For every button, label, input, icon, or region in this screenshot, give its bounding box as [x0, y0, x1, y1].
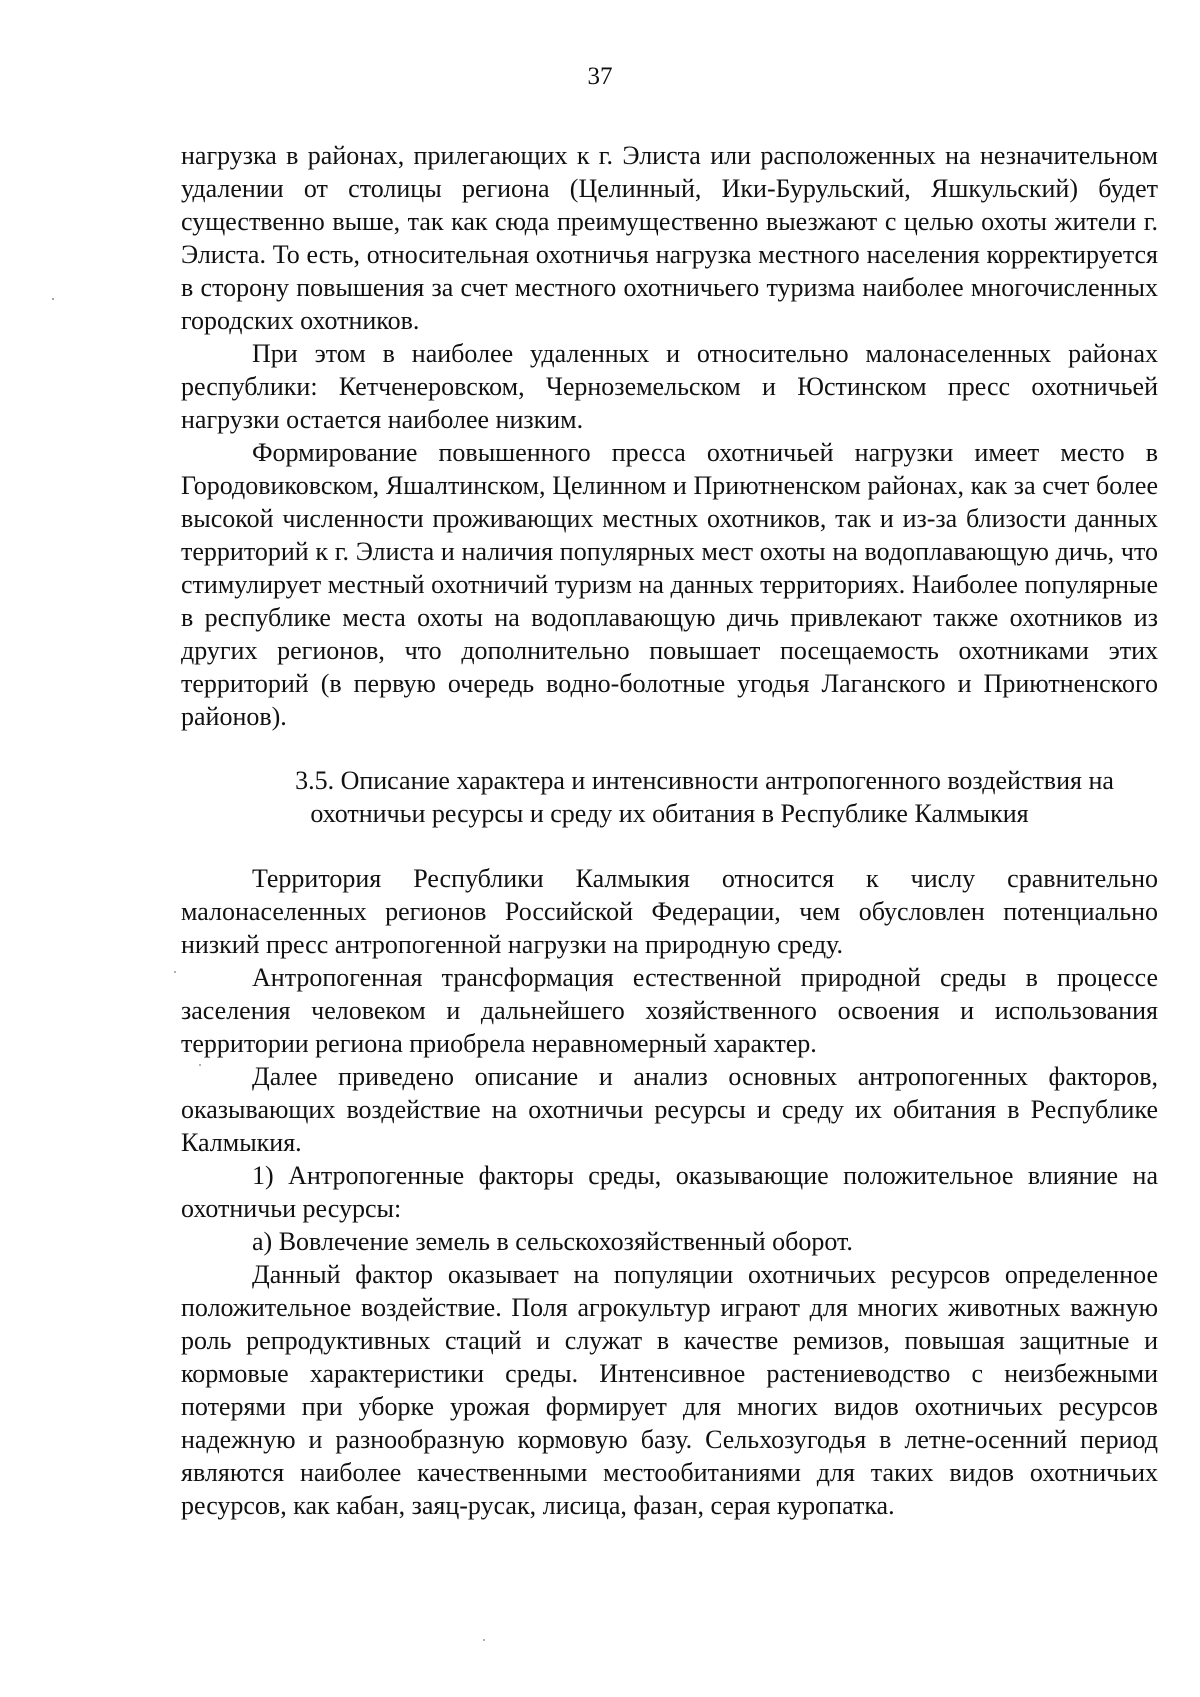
paragraph-8: а) Вовлечение земель в сельскохозяйственный оборот.: [252, 1227, 853, 1256]
paragraph-2: При этом в наиболее удаленных и относительно малонаселенных районах республики: Кетченеровском, Черноземельском и Юстинском пресс охотничьей нагрузки остается наиболее низким.: [181, 339, 1158, 434]
paragraph-3: Формирование повышенного пресса охотничьей нагрузки имеет место в Городовиковском, Яшалтинском, Целинном и Приютненском районах, как за счет более высокой численности проживающих местных охотников, так и из-за близости данных территорий к г. Элиста и наличия популярных мест охоты на водоплавающую дичь, что стимулирует местный охотничий туризм на данных территориях. Наиболее популярные в республике места охоты на водоплавающую дичь привлекают также охотников из других регионов, что дополнительно повышает посещаемость охотниками этих территорий (в первую очередь водно-болотные угодья Лаганского и Приютненского районов).: [181, 438, 1158, 731]
scan-speck: [483, 1639, 485, 1641]
scan-speck: [52, 298, 54, 300]
paragraph-4: Территория Республики Калмыкия относится к числу сравнительно малонаселенных регионов Российской Федерации, чем обусловлен потенциально низкий пресс антропогенной нагрузки на природную среду.: [181, 864, 1158, 959]
body-text-top: [181, 139, 1158, 733]
body-text-bottom: [181, 862, 1158, 1522]
paragraph-9: Данный фактор оказывает на популяции охотничьих ресурсов определенное положительное воздействие. Поля агрокультур играют для многих животных важную роль репродуктивных стаций и служат в качестве ремизов, повышая защитные и кормовые характеристики среды. Интенсивное растениеводство с неизбежными потерями при уборке урожая формирует для многих видов охотничьих ресурсов надежную и разнообразную кормовую базу. Сельхозугодья в летне-осенний период являются наиболее качественными местообитаниями для таких видов охотничьих ресурсов, как кабан, заяц-русак, лисица, фазан, серая куропатка.: [181, 1260, 1158, 1520]
paragraph-1: нагрузка в районах, прилегающих к г. Элиста или расположенных на незначительном удалении от столицы региона (Целинный, Ики-Бурульский, Яшкульский) будет существенно выше, так как сюда преимущественно выезжают с целью охоты жители г. Элиста. То есть, относительная охотничья нагрузка местного населения корректируется в сторону повышения за счет местного охотничьего туризма наиболее многочисленных городских охотников.: [181, 141, 1158, 335]
paragraph-7: 1) Антропогенные факторы среды, оказывающие положительное влияние на охотничьи ресурсы:: [181, 1161, 1158, 1223]
scan-speck: [174, 971, 176, 973]
paragraph-6: Далее приведено описание и анализ основных антропогенных факторов, оказывающих воздействие на охотничьи ресурсы и среду их обитания в Республике Калмыкия.: [181, 1062, 1158, 1157]
section-heading-line-2: охотничьи ресурсы и среду их обитания в Республике Калмыкия: [310, 799, 1029, 828]
paragraph-5: Антропогенная трансформация естественной природной среды в процессе заселения человеком и дальнейшего хозяйственного освоения и использования территории региона приобрела неравномерный характер.: [181, 963, 1158, 1058]
section-heading-line-1: 3.5. Описание характера и интенсивности антропогенного воздействия на: [295, 766, 1114, 795]
section-heading: [181, 764, 1158, 830]
page-number: 37: [587, 63, 613, 90]
